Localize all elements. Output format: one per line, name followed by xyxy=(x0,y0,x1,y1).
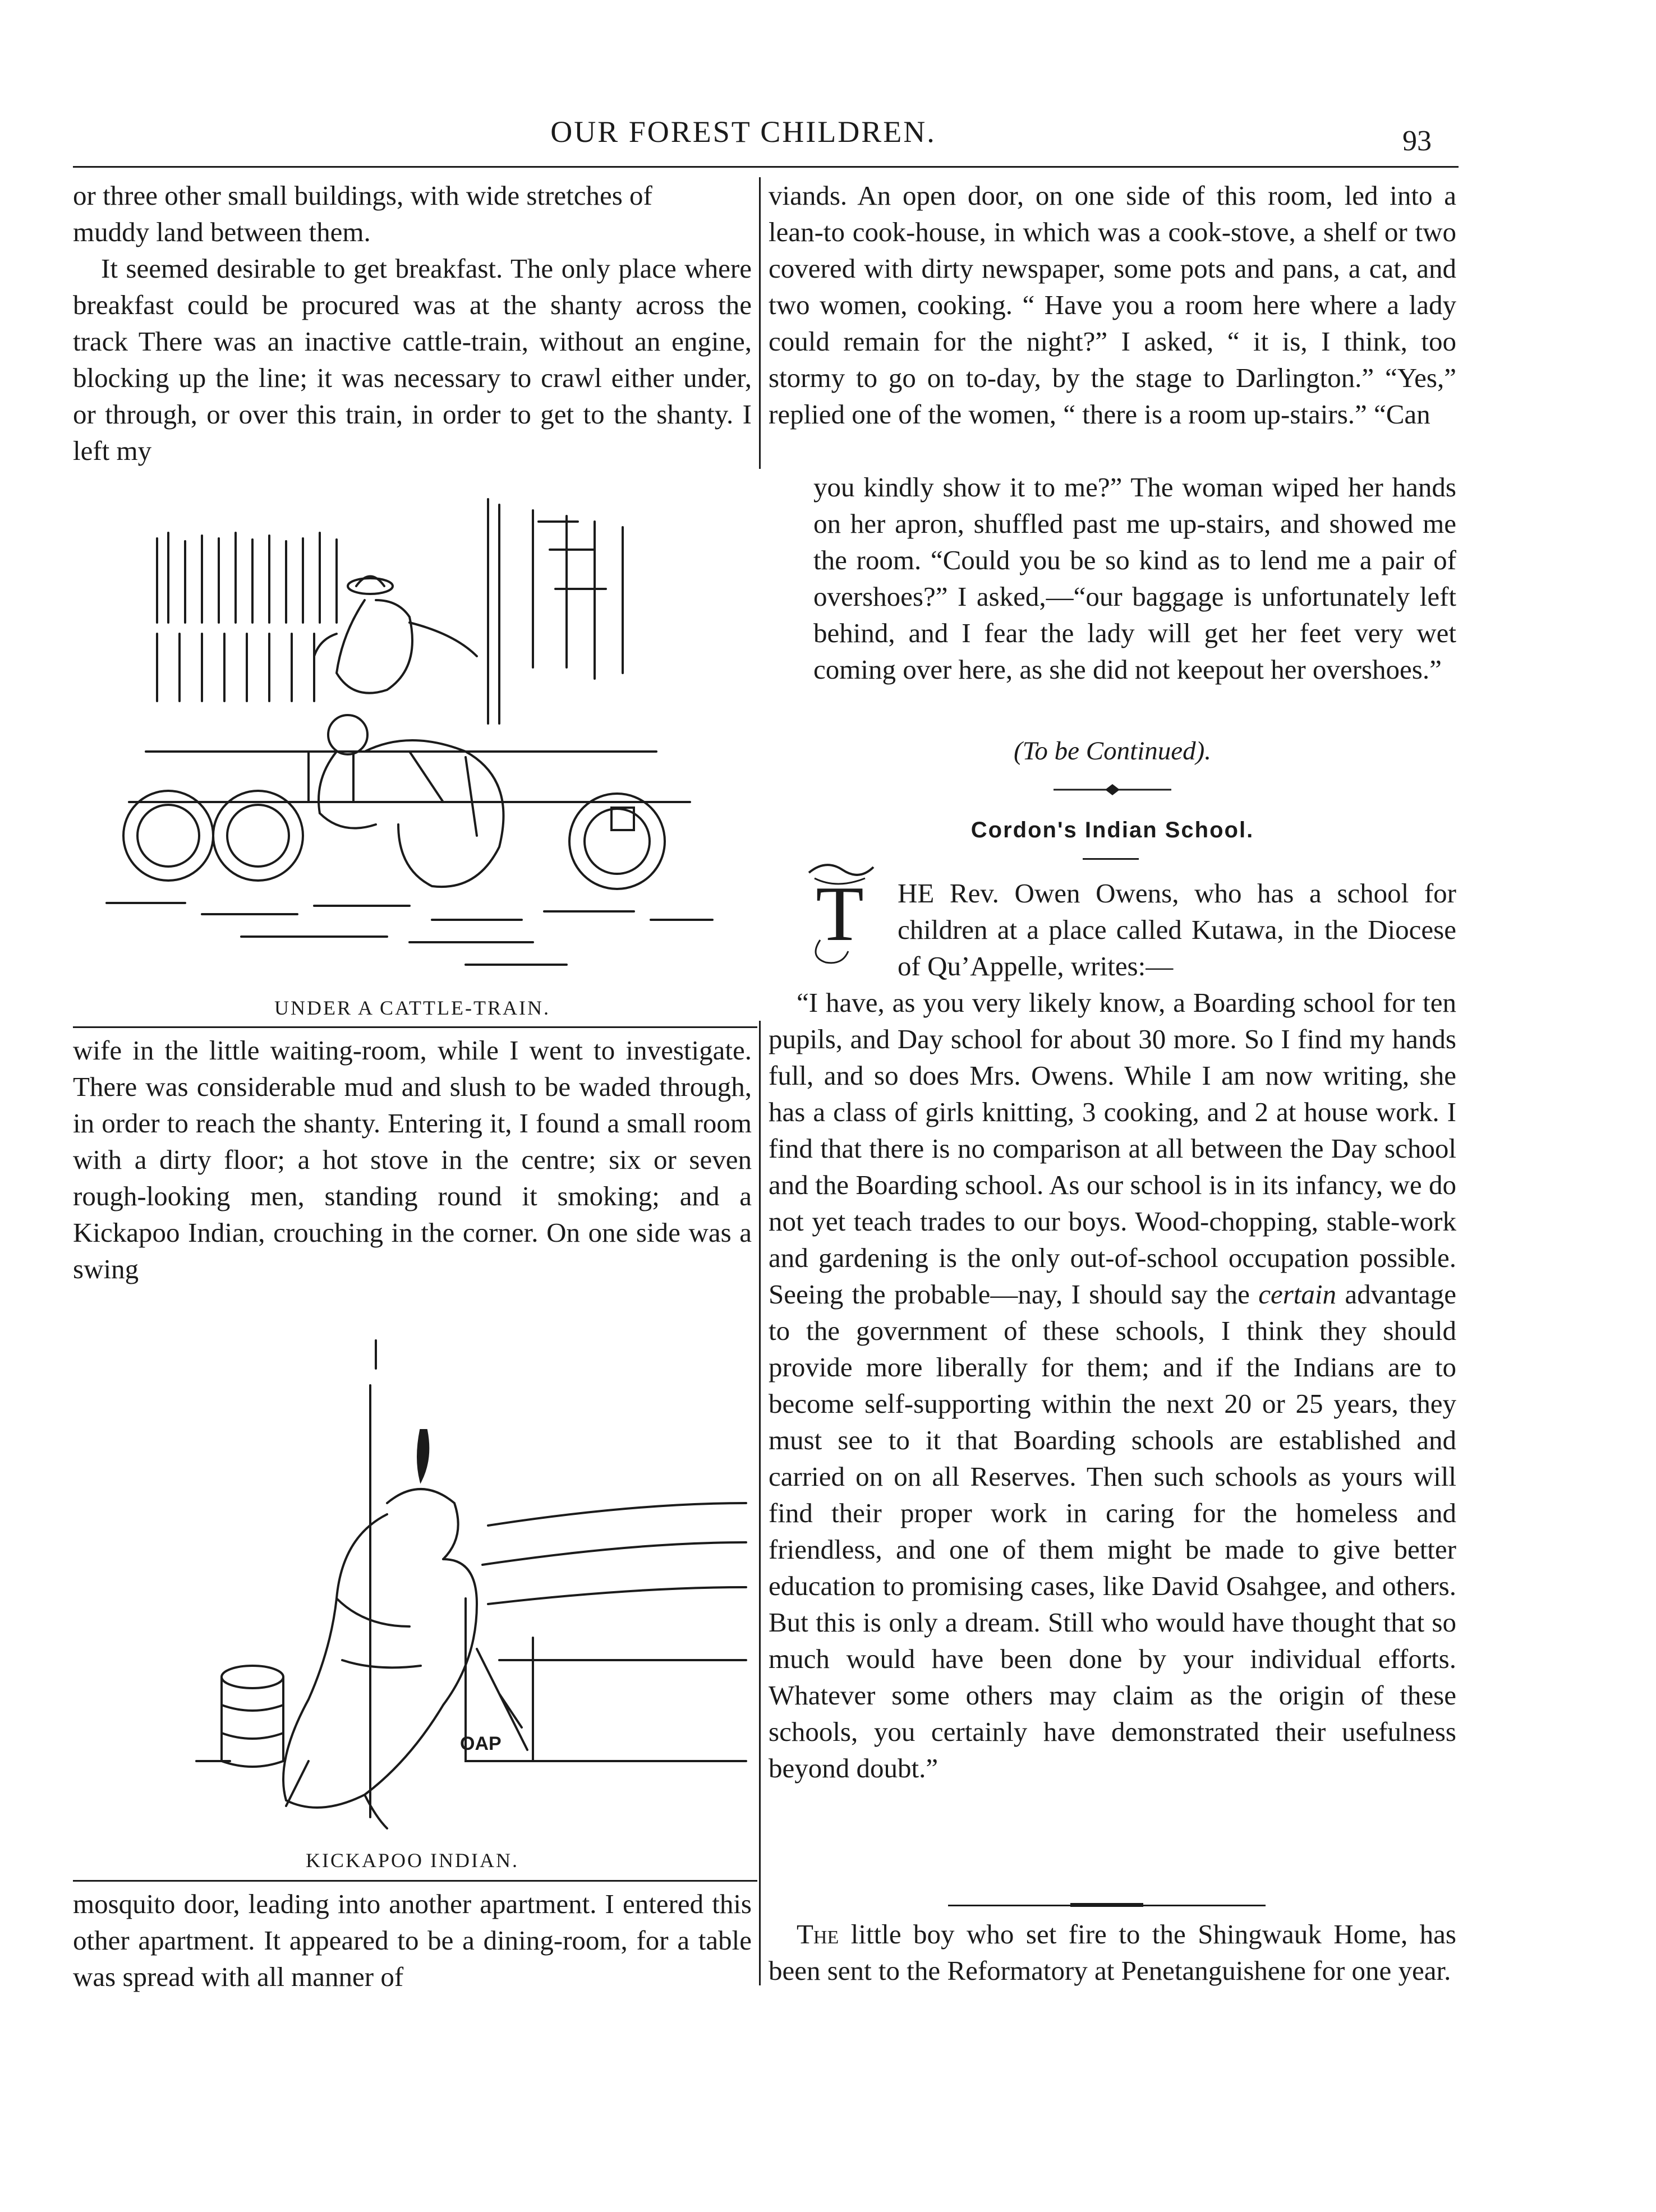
left-paragraph-3: wife in the little waiting-room, while I went to investigate. There was considerable mud and slush to be waded through, in order to reach the shanty. Entering it, I found a small room with a dirty floor; a hot stove in the centre; six or seven rough-looking men, standing round it smoking; and a Kickapoo Indian, crouching in the corner. On one side was a swing xyxy=(73,1035,752,1284)
figure-caption-kickapoo: KICKAPOO INDIAN. xyxy=(306,1849,519,1872)
notice-text: little boy who set fire to the Shingwauk Home, has been sent to the Reformatory at Penetanguishene for one year. xyxy=(769,1919,1456,1986)
letter-text: advantage to the government of these schools, I think they should provide more liberally for them; and if the Indians are to become self-supporting within the next 20 or 25 years, they must see to it that Boarding schools are established and carried on on all Reserves. Then such schools as yours will find their proper work in caring for the homeless and friendless, and one of them might be made to give better education to promising cases, like David Osahgee, and others. But this is only a dream. Still who would have thought that so much would have been done by your individual efforts. Whatever some others may claim as the origin of these schools, you certainly have demonstrated their usefulness beyond doubt.” xyxy=(769,1279,1457,1784)
decorative-dropcap xyxy=(803,856,876,968)
notice-paragraph xyxy=(769,1916,1456,1989)
page-number: 93 xyxy=(1402,125,1432,157)
article-letter xyxy=(769,984,1456,1786)
left-paragraph-2: It seemed desirable to get breakfast. The only place where breakfast could be procured was at the shanty across the track There was an inactive cattle-train, without an engine, blocking up the line; it was necessary to crawl either under, or through, or over this train, in order to get to the shanty. I left my xyxy=(73,253,752,466)
kickapoo-indian-illustration xyxy=(73,1335,774,1840)
column-divider xyxy=(759,177,761,469)
figure-caption-cattle-train: UNDER A CATTLE-TRAIN. xyxy=(274,997,550,1019)
article-intro: HE Rev. Owen Owens, who has a school for children at a place called Kutawa, in the Diocese of Qu’Appelle, writes:— xyxy=(898,878,1456,981)
figure-label-oap: OAP xyxy=(460,1733,502,1754)
text-line: or three other small buildings, with wide stretches of xyxy=(73,180,652,211)
left-paragraph-1 xyxy=(73,177,752,250)
notice-lead-word: The xyxy=(797,1919,839,1950)
ornament-divider xyxy=(1054,783,1171,796)
text-line: muddy land between them. xyxy=(73,216,371,247)
heading-rule xyxy=(1083,858,1139,860)
to-be-continued: (To be Continued). xyxy=(1013,736,1212,766)
section-heading: Cordon's Indian School. xyxy=(970,818,1254,842)
right-paragraph-1: viands. An open door, on one side of this room, led into a lean-to cook-house, in which was a cook-stove, a shelf or two covered with dirty newspaper, some pots and pans, a cat, and two women, cooking. “ Have you a room here where a lady could remain for the night?” I asked, “ it is, I think, too stormy to go on to-day, by the stage to Darlington.” “Yes,” replied one of the women, “ there is a room up-stairs.” “Can xyxy=(769,180,1456,430)
left-paragraph-4: mosquito door, leading into another apartment. I entered this other apartment. It appeared to be a dining-room, for a table was spread with all manner of xyxy=(73,1888,752,1992)
closing-rule-thick xyxy=(1070,1903,1143,1907)
right-paragraph-1-continued: you kindly show it to me?” The woman wiped her hands on her apron, shuffled past me up-stairs, and showed me the room. “Could you be so kind as to lend me a pair of overshoes?” I asked,—“our baggage is unfortunately left behind, and I fear the lady will get her feet very wet coming over here, as she did not keepout her overshoes.” xyxy=(813,472,1456,685)
dropcap-letter: T xyxy=(816,870,864,957)
running-head-title: OUR FOREST CHILDREN. xyxy=(550,115,936,149)
caption-rule xyxy=(73,1026,757,1028)
letter-text: “I have, as you very likely know, a Boarding school for ten pupils, and Day school for about 30 more. So I find my hands full, and so does Mrs. Owens. While I am now writing, she has a class of girls knitting, 3 cooking, and 2 at house work. I find that there is no comparison at all between the Day school and the Boarding school. As our school is in its infancy, we do not yet teach trades to our boys. Wood-chopping, stable-work and gardening is the only out-of-school occupation possible. Seeing the probable—nay, I should say the xyxy=(769,987,1456,1310)
under-cattle-train-illustration xyxy=(73,488,774,981)
header-rule xyxy=(73,166,1459,168)
emphasis-certain: certain xyxy=(1258,1279,1337,1310)
caption-rule xyxy=(73,1880,757,1882)
